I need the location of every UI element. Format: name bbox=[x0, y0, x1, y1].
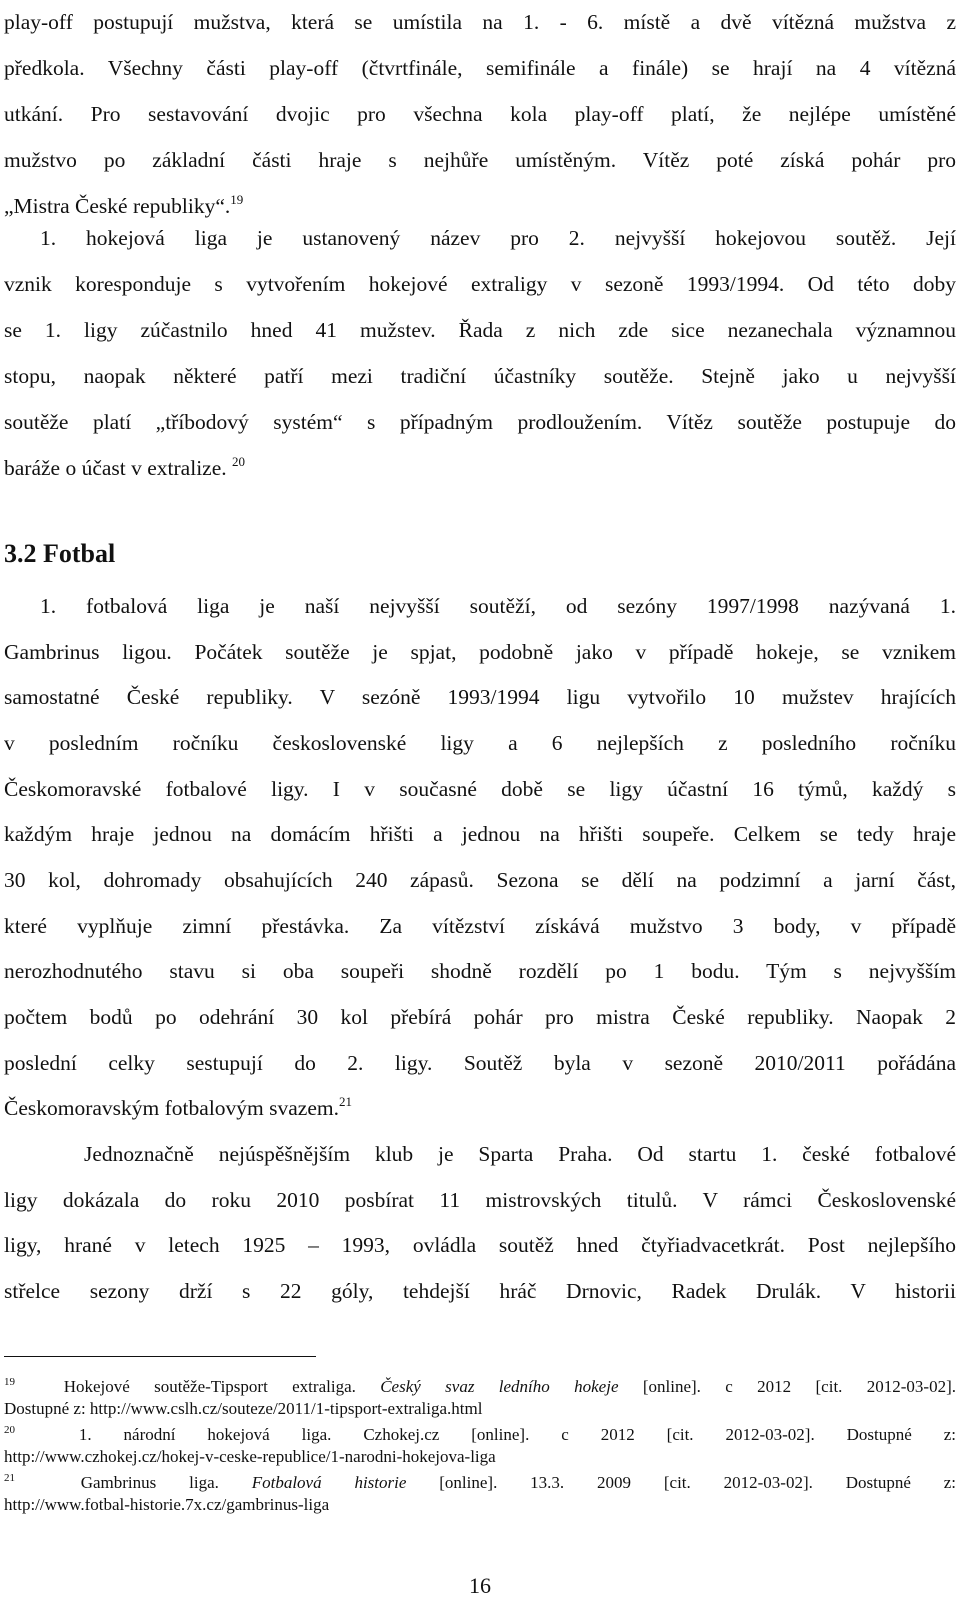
text-line: počtem bodů po odehrání 30 kol přebírá pohár pro mistra České republiky. Naopak 2 bbox=[4, 1005, 956, 1029]
footnote-19 bbox=[4, 1376, 956, 1398]
footnote-number: 21 bbox=[4, 1472, 15, 1484]
text-line: poslední celky sestupují do 2. ligy. Soutěž byla v sezoně 2010/2011 pořádána bbox=[4, 1051, 956, 1075]
text-line: Českomoravské fotbalové ligy. I v současné době se ligy účastní 16 týmů, každý s bbox=[4, 777, 956, 801]
text-fragment: Českomoravským fotbalovým svazem. bbox=[4, 1096, 339, 1120]
text-line: play-off postupují mužstva, která se umístila na 1. - 6. místě a dvě vítězná mužstva z bbox=[4, 10, 956, 34]
text-line: vznik koresponduje s vytvořením hokejové extraligy v sezoně 1993/1994. Od této doby bbox=[4, 272, 956, 296]
text-line: Jednoznačně nejúspěšnějším klub je Sparta Praha. Od startu 1. české fotbalové bbox=[84, 1142, 956, 1166]
footnote-19-line2: Dostupné z: http://www.cslh.cz/souteze/2011/1-tipsport-extraliga.html bbox=[4, 1399, 483, 1418]
text-line: v posledním ročníku československé ligy a 6 nejlepších z posledního ročníku bbox=[4, 731, 956, 755]
footnote-21 bbox=[4, 1472, 956, 1494]
section-heading: 3.2 Fotbal bbox=[4, 539, 116, 568]
footnote-separator bbox=[4, 1356, 316, 1357]
text-line: mužstvo po základní části hraje s nejhůře umístěným. Vítěz poté získá pohár pro bbox=[4, 148, 956, 172]
footnote-number: 19 bbox=[4, 1376, 15, 1388]
text-line: předkola. Všechny části play-off (čtvrtfinále, semifinále a finále) se hrají na 4 vítězná bbox=[4, 56, 956, 80]
footnote-20-line2: http://www.czhokej.cz/hokej-v-ceske-republice/1-narodni-hokejova-liga bbox=[4, 1447, 496, 1466]
page-number: 16 bbox=[469, 1573, 491, 1598]
footnote-text: 1. národní hokejová liga. Czhokej.cz [online]. c 2012 [cit. 2012-03-02]. Dostupné z: bbox=[78, 1425, 957, 1444]
text-line: samostatné České republiky. V sezóně 1993/1994 ligu vytvořilo 10 mužstev hrajících bbox=[4, 685, 956, 709]
footnote-ref: 19 bbox=[230, 192, 244, 207]
text-fragment: „Mistra České republiky“. bbox=[4, 194, 231, 218]
text-line: Gambrinus ligou. Počátek soutěže je spjat, podobně jako v případě hokeje, se vznikem bbox=[4, 640, 956, 664]
footnote-text: Gambrinus liga. bbox=[80, 1473, 252, 1492]
footnote-text: [online]. 13.3. 2009 [cit. 2012-03-02]. Dostupné z: bbox=[406, 1473, 957, 1492]
text-line: utkání. Pro sestavování dvojic pro všechna kola play-off platí, že nejlépe umístěné bbox=[4, 102, 956, 126]
footnote-20 bbox=[4, 1424, 956, 1446]
text-line: které vyplňuje zimní přestávka. Za vítězství získává mužstvo 3 body, v případě bbox=[4, 914, 956, 938]
footnote-number: 20 bbox=[4, 1424, 15, 1436]
footnote-text: [online]. c 2012 [cit. 2012-03-02]. bbox=[618, 1377, 957, 1396]
text-line: 1. hokejová liga je ustanovený název pro 2. nejvyšší hokejovou soutěž. Její bbox=[40, 226, 956, 250]
text-line: soutěže platí „tříbodový systém“ s případným prodloužením. Vítěz soutěže postupuje do bbox=[4, 410, 956, 434]
text-line bbox=[4, 192, 956, 220]
footnote-ref: 21 bbox=[338, 1094, 352, 1109]
footnote-21-line2: http://www.fotbal-historie.7x.cz/gambrinus-liga bbox=[4, 1495, 330, 1514]
text-line: každým hraje jednou na domácím hřišti a jednou na hřišti soupeře. Celkem se tedy hraje bbox=[4, 822, 956, 846]
text-line: stopu, naopak některé patří mezi tradiční účastníky soutěže. Stejně jako u nejvyšší bbox=[4, 364, 956, 388]
text-line: střelce sezony drží s 22 góly, tehdejší hráč Drnovic, Radek Drulák. V historii bbox=[4, 1279, 956, 1303]
footnote-source-title: Fotbalová historie bbox=[251, 1473, 407, 1492]
footnote-source-title: Český svaz ledního hokeje bbox=[380, 1377, 619, 1396]
text-line: 30 kol, dohromady obsahujících 240 zápasů. Sezona se dělí na podzimní a jarní část, bbox=[4, 868, 956, 892]
text-line: nerozhodnutého stavu si oba soupeři shodně rozdělí po 1 bodu. Tým s nejvyšším bbox=[4, 959, 956, 983]
text-line: ligy dokázala do roku 2010 posbírat 11 mistrovských titulů. V rámci Československé bbox=[4, 1188, 956, 1212]
text-line bbox=[4, 1094, 956, 1122]
text-fragment: baráže o účast v extralize. bbox=[4, 456, 227, 480]
footnote-ref: 20 bbox=[232, 454, 246, 469]
text-line: 1. fotbalová liga je naší nejvyšší soutěží, od sezóny 1997/1998 nazývaná 1. bbox=[40, 594, 956, 618]
text-line bbox=[4, 454, 956, 482]
text-line: se 1. ligy zúčastnilo hned 41 mužstev. Řada z nich zde sice nezanechala významnou bbox=[4, 318, 956, 342]
footnote-text: Hokejové soutěže-Tipsport extraliga. bbox=[63, 1377, 381, 1396]
text-line: ligy, hrané v letech 1925 – 1993, ovládla soutěž hned čtyřiadvacetkrát. Post nejlepšího bbox=[4, 1233, 956, 1257]
